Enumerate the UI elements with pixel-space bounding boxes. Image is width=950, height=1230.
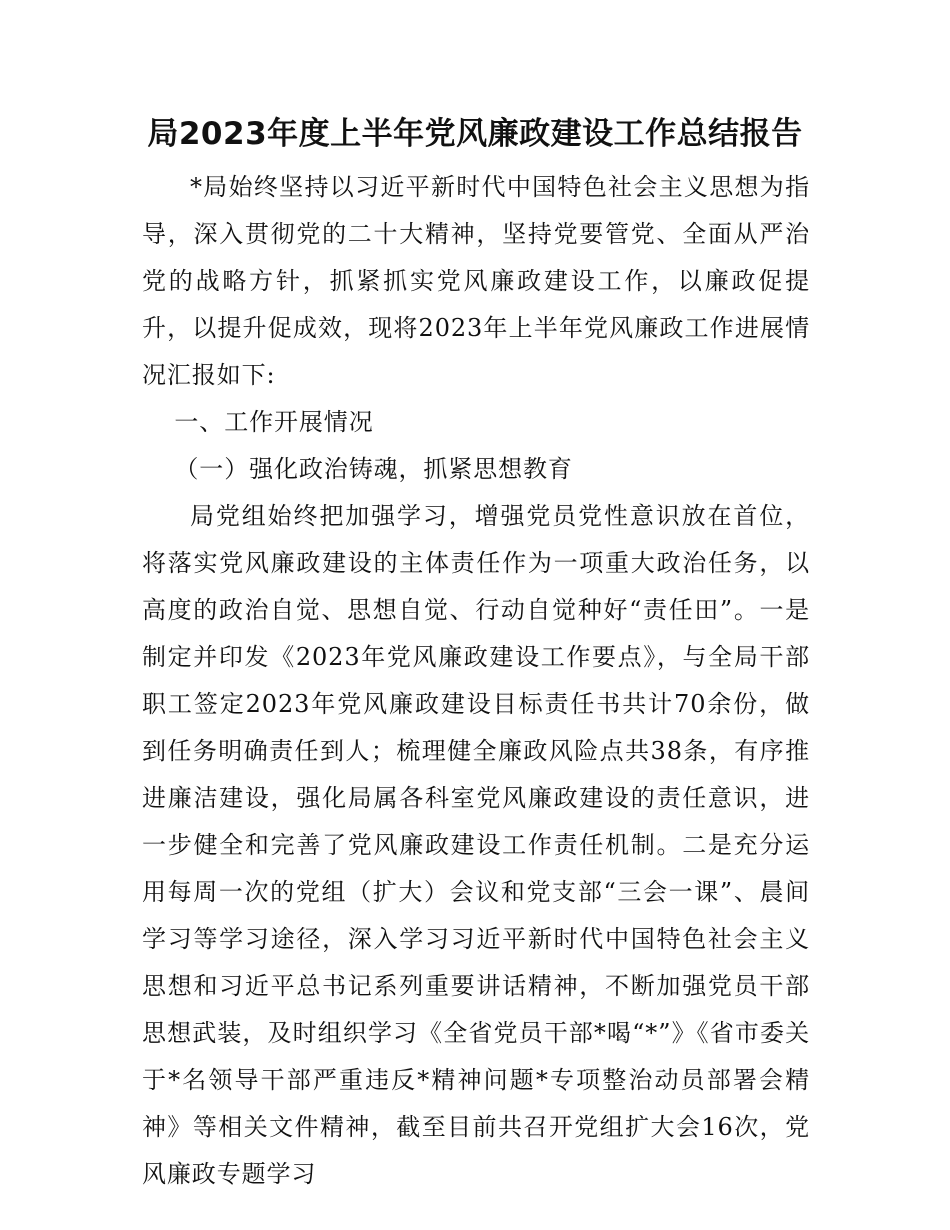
intro-paragraph: *局始终坚持以习近平新时代中国特色社会主义思想为指导，深入贯彻党的二十大精神，坚持党要管党、全面从严治党的战略方针，抓紧抓实党风廉政建设工作，以廉政促提升，以提升促成效，现将2023年上半年党风廉政工作进展情况汇报如下: [142, 173, 810, 389]
document-title: 局2023年度上半年党风廉政建设工作总结报告 [147, 116, 803, 152]
section-heading-1: 一、工作开展情况 [174, 408, 374, 436]
subsection-heading-1: （一）强化政治铸魂，抓紧思想教育 [174, 455, 573, 483]
body-paragraph-1: 局党组始终把加强学习，增强党员党性意识放在首位，将落实党风廉政建设的主体责任作为一项重大政治任务，以高度的政治自觉、思想自觉、行动自觉种好“责任田”。一是制定并印发《2023年党风廉政建设工作要点》，与全局干部职工签定2023年党风廉政建设目标责任书共计70余份，做到任务明确责任到人；梳理健全廉政风险点共38条，有序推进廉洁建设，强化局属各科室党风廉政建设的责任意识，进一步健全和完善了党风廉政建设工作责任机制。二是充分运用每周一次的党组（扩大）会议和党支部“三会一课”、晨间学习等学习途径，深入学习习近平新时代中国特色社会主义思想和习近平总书记系列重要讲话精神，不断加强党员干部思想武装，及时组织学习《全省党员干部*喝“*”》《省市委关于*名领导干部严重违反*精神问题*专项整治动员部署会精神》等相关文件精神，截至目前共召开党组扩大会16次，党风廉政专题学习 [142, 502, 810, 1188]
document-body [142, 164, 810, 1198]
